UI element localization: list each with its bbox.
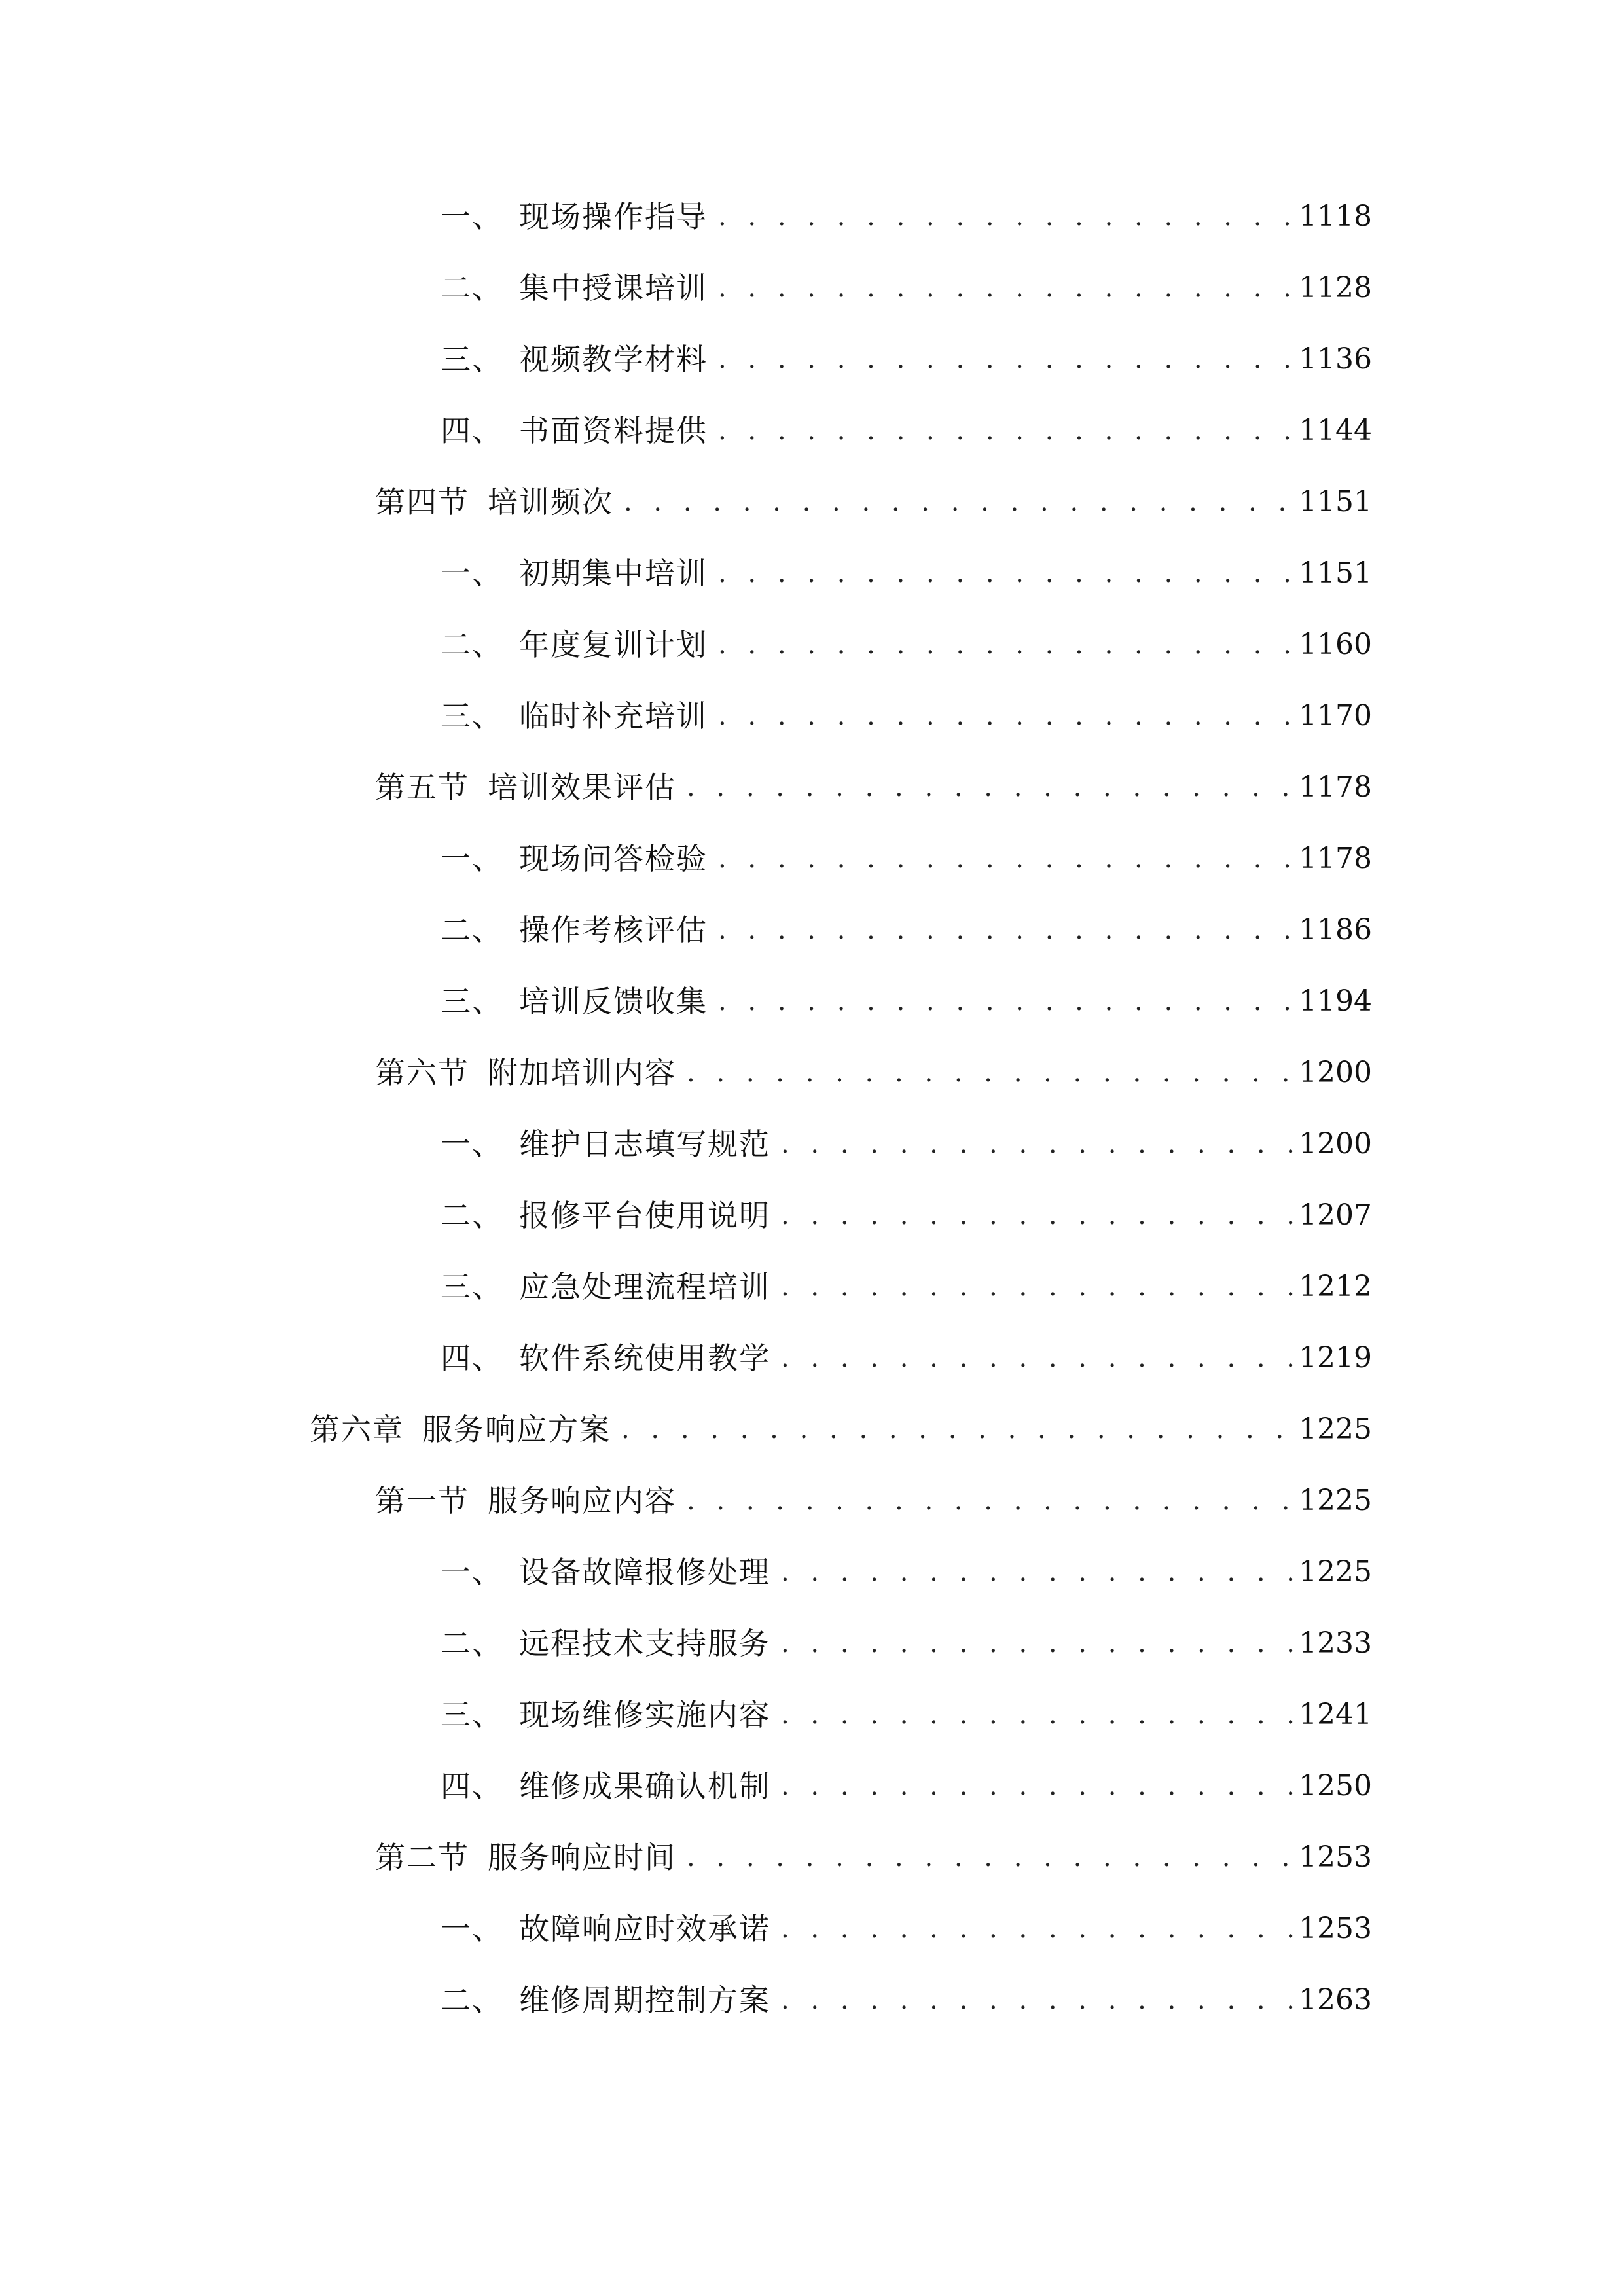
- toc-entry[interactable]: [441, 1760, 1372, 1812]
- toc-entry[interactable]: [375, 1047, 1372, 1099]
- toc-leader: [718, 975, 1293, 1028]
- toc-entry[interactable]: [441, 690, 1372, 742]
- toc-number: 二、: [441, 1982, 503, 2018]
- toc-leader: [718, 190, 1293, 243]
- toc-page-number: 1136: [1299, 342, 1372, 376]
- toc-entry[interactable]: [441, 1189, 1372, 1242]
- toc-leader: [781, 1689, 1293, 1741]
- toc-title: 服务响应时间: [488, 1840, 676, 1875]
- toc-number: 三、: [441, 1697, 503, 1732]
- toc-number: 四、: [441, 1340, 503, 1376]
- toc-entry[interactable]: [441, 833, 1372, 885]
- toc-page-number: 1225: [1299, 1412, 1372, 1446]
- toc-leader: [718, 904, 1293, 956]
- toc-title: 服务响应内容: [488, 1483, 676, 1518]
- toc-leader: [718, 547, 1293, 600]
- toc-leader: [718, 833, 1293, 885]
- toc-title: 年度复训计划: [519, 627, 708, 662]
- toc-label: [441, 1332, 770, 1384]
- toc-leader: [621, 1403, 1293, 1456]
- toc-title: 临时补充培训: [519, 698, 708, 734]
- toc-entry[interactable]: [375, 761, 1372, 814]
- toc-number: 二、: [441, 1626, 503, 1661]
- toc-page-number: 1151: [1299, 556, 1372, 590]
- toc-label: [375, 476, 613, 528]
- toc-number: 第六节: [375, 1055, 469, 1090]
- toc-label: [441, 1689, 770, 1741]
- toc-entry[interactable]: [441, 1617, 1372, 1670]
- toc-entry[interactable]: [441, 1332, 1372, 1384]
- toc-entry[interactable]: [441, 547, 1372, 600]
- toc-leader: [781, 1903, 1293, 1955]
- toc-label: [441, 904, 708, 956]
- toc-label: [441, 1189, 770, 1242]
- toc-number: 一、: [441, 841, 503, 876]
- toc-leader: [781, 1332, 1293, 1384]
- toc-entry[interactable]: [441, 1118, 1372, 1170]
- toc-label: [441, 547, 708, 600]
- toc-leader: [687, 1831, 1293, 1884]
- toc-title: 书面资料提供: [519, 413, 708, 448]
- toc-number: 四、: [441, 1768, 503, 1804]
- toc-label: [441, 1760, 770, 1812]
- toc-label: [441, 1118, 770, 1170]
- toc-leader: [718, 619, 1293, 671]
- toc-title: 现场操作指导: [519, 199, 708, 234]
- toc-number: 一、: [441, 199, 503, 234]
- toc-entry[interactable]: [441, 262, 1372, 314]
- toc-leader: [687, 1047, 1293, 1099]
- toc-page-number: 1263: [1299, 1983, 1372, 2017]
- toc-page-number: 1128: [1299, 271, 1372, 304]
- toc-title: 软件系统使用教学: [519, 1340, 770, 1376]
- toc-leader: [718, 262, 1293, 314]
- toc-number: 二、: [441, 1198, 503, 1233]
- toc-number: 二、: [441, 270, 503, 306]
- toc-number: 二、: [441, 627, 503, 662]
- toc-page-number: 1194: [1299, 984, 1372, 1018]
- toc-page-number: 1178: [1299, 770, 1372, 804]
- toc-title: 故障响应时效承诺: [519, 1911, 770, 1946]
- toc-entry[interactable]: [441, 975, 1372, 1028]
- toc-page-number: 1212: [1299, 1270, 1372, 1303]
- toc-page-number: 1186: [1299, 913, 1372, 946]
- toc-number: 三、: [441, 1269, 503, 1304]
- toc-title: 维修成果确认机制: [519, 1768, 770, 1804]
- toc-number: 一、: [441, 1911, 503, 1946]
- toc-title: 培训频次: [488, 484, 613, 520]
- toc-title: 设备故障报修处理: [519, 1554, 770, 1590]
- toc-leader: [781, 1546, 1293, 1598]
- toc-leader: [781, 1118, 1293, 1170]
- toc-title: 操作考核评估: [519, 912, 708, 948]
- toc-title: 初期集中培训: [519, 556, 708, 591]
- toc-label: [375, 761, 676, 814]
- toc-number: 二、: [441, 912, 503, 948]
- toc-label: [441, 619, 708, 671]
- toc-label: [441, 262, 708, 314]
- toc-leader: [687, 761, 1293, 814]
- toc-number: 第四节: [375, 484, 469, 520]
- toc-title: 维修周期控制方案: [519, 1982, 770, 2018]
- toc-label: [441, 1903, 770, 1955]
- toc-number: 一、: [441, 1554, 503, 1590]
- toc-entry[interactable]: [441, 1689, 1372, 1741]
- toc-number: 第二节: [375, 1840, 469, 1875]
- toc-leader: [781, 1760, 1293, 1812]
- toc-leader: [781, 1974, 1293, 2026]
- toc-number: 三、: [441, 984, 503, 1019]
- toc-title: 培训反馈收集: [519, 984, 708, 1019]
- toc-entry[interactable]: [441, 1903, 1372, 1955]
- toc-entry[interactable]: [310, 1403, 1372, 1456]
- toc-title: 培训效果评估: [488, 770, 676, 805]
- toc-number: 四、: [441, 413, 503, 448]
- toc-title: 现场维修实施内容: [519, 1697, 770, 1732]
- toc-title: 维护日志填写规范: [519, 1126, 770, 1162]
- toc-label: [441, 1546, 770, 1598]
- toc-page-number: 1207: [1299, 1198, 1372, 1232]
- toc-number: 第六章: [310, 1412, 404, 1447]
- toc-page-number: 1233: [1299, 1626, 1372, 1660]
- toc-label: [375, 1475, 676, 1527]
- toc-entry[interactable]: [441, 190, 1372, 243]
- toc-title: 报修平台使用说明: [519, 1198, 770, 1233]
- toc-label: [441, 333, 708, 386]
- toc-entry[interactable]: [441, 904, 1372, 956]
- toc-page-number: 1200: [1299, 1056, 1372, 1089]
- toc-page-number: 1151: [1299, 485, 1372, 518]
- toc-page-number: 1225: [1299, 1555, 1372, 1588]
- toc-title: 现场问答检验: [519, 841, 708, 876]
- toc-page-number: 1250: [1299, 1769, 1372, 1803]
- toc-leader: [687, 1475, 1293, 1527]
- toc-page-number: 1253: [1299, 1912, 1372, 1945]
- toc-page-number: 1144: [1299, 414, 1372, 447]
- toc-label: [441, 690, 708, 742]
- toc-title: 应急处理流程培训: [519, 1269, 770, 1304]
- toc-page-number: 1219: [1299, 1341, 1372, 1374]
- toc-number: 第五节: [375, 770, 469, 805]
- toc-entry[interactable]: [441, 1546, 1372, 1598]
- toc-leader: [718, 333, 1293, 386]
- toc-number: 第一节: [375, 1483, 469, 1518]
- toc-leader: [781, 1261, 1293, 1313]
- toc-title: 远程技术支持服务: [519, 1626, 770, 1661]
- toc-label: [441, 1261, 770, 1313]
- toc-label: [441, 975, 708, 1028]
- toc-leader: [781, 1189, 1293, 1242]
- toc-number: 一、: [441, 1126, 503, 1162]
- toc-label: [310, 1403, 611, 1456]
- toc-page-number: 1178: [1299, 842, 1372, 875]
- toc-leader: [781, 1617, 1293, 1670]
- toc-page-number: 1241: [1299, 1698, 1372, 1731]
- toc-number: 三、: [441, 342, 503, 377]
- toc-entry[interactable]: [441, 333, 1372, 386]
- toc-entry[interactable]: [375, 1475, 1372, 1527]
- toc-title: 视频教学材料: [519, 342, 708, 377]
- toc-title: 服务响应方案: [422, 1412, 611, 1447]
- toc-label: [441, 1974, 770, 2026]
- toc-entry[interactable]: [375, 1831, 1372, 1884]
- toc-leader: [718, 690, 1293, 742]
- toc-title: 附加培训内容: [488, 1055, 676, 1090]
- toc-page-number: 1225: [1299, 1484, 1372, 1517]
- toc-entry[interactable]: [441, 1974, 1372, 2026]
- toc-label: [441, 404, 708, 457]
- toc-title: 集中授课培训: [519, 270, 708, 306]
- toc-entry[interactable]: [441, 619, 1372, 671]
- toc-page-number: 1118: [1299, 200, 1372, 233]
- toc-page-number: 1200: [1299, 1127, 1372, 1160]
- toc-page-number: 1160: [1299, 628, 1372, 661]
- toc-label: [375, 1047, 676, 1099]
- toc-leader: [624, 476, 1293, 528]
- toc-label: [441, 1617, 770, 1670]
- toc-number: 一、: [441, 556, 503, 591]
- toc-page-number: 1170: [1299, 699, 1372, 732]
- toc-label: [441, 833, 708, 885]
- toc-leader: [718, 404, 1293, 457]
- toc-entry[interactable]: [375, 476, 1372, 528]
- toc-entry[interactable]: [441, 1261, 1372, 1313]
- toc-entry[interactable]: [441, 404, 1372, 457]
- toc-page-number: 1253: [1299, 1840, 1372, 1874]
- toc-label: [441, 190, 708, 243]
- toc-number: 三、: [441, 698, 503, 734]
- toc-label: [375, 1831, 676, 1884]
